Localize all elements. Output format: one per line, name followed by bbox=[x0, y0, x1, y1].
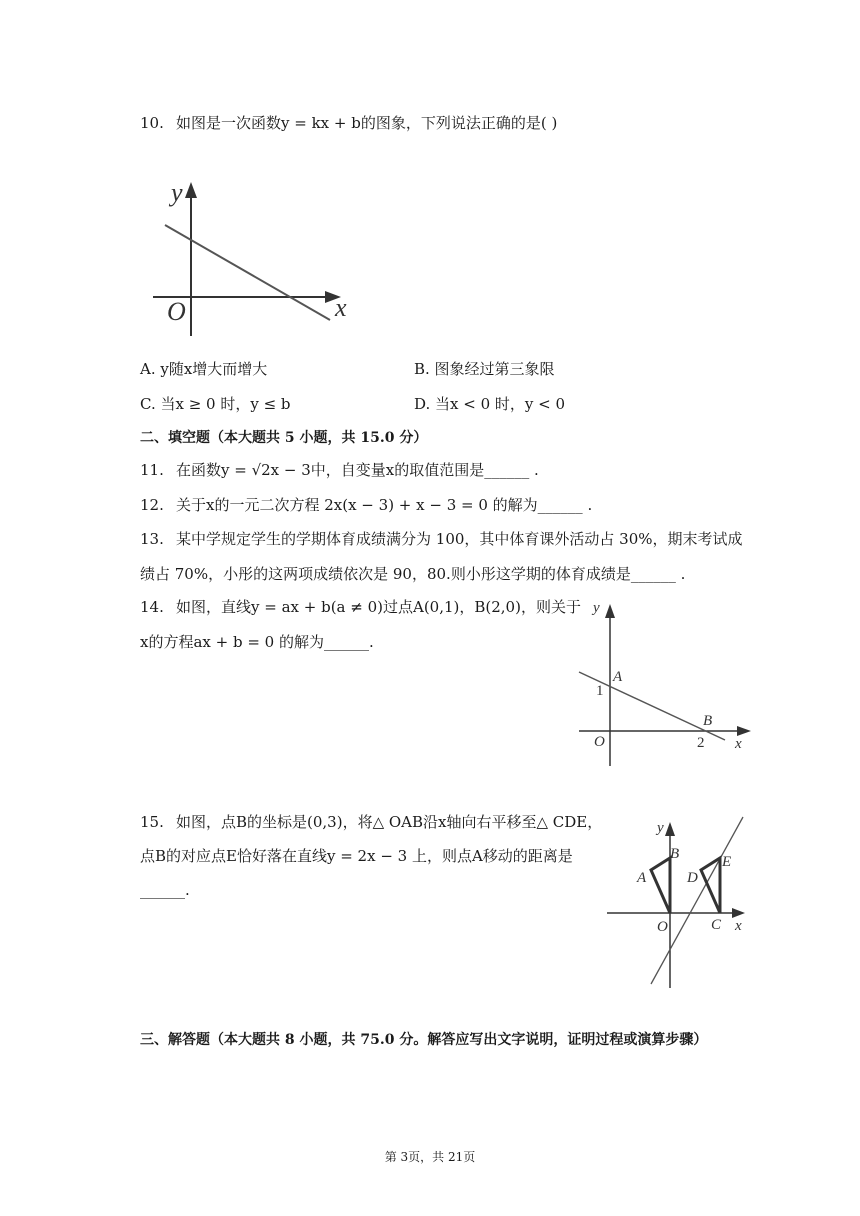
q12-number: 12. bbox=[140, 496, 164, 514]
q15-text-1: 如图，点B的坐标是(0,3)，将△ OAB沿x轴向右平移至△ CDE， bbox=[176, 813, 603, 831]
q15-point-o-label: O bbox=[657, 919, 668, 935]
q15-text-2: 点B的对应点E恰好落在直线y = 2x − 3 上，则点A移动的距离是 bbox=[140, 847, 573, 865]
q13-text-2: 绩占 70%，小彤的这两项成绩依次是 90，80.则小彤这学期的体育成绩是______ . bbox=[140, 565, 686, 583]
q15-y-arrow bbox=[665, 822, 675, 836]
q14-line1 bbox=[140, 596, 581, 618]
q15-point-a-label: A bbox=[637, 870, 647, 886]
q12 bbox=[140, 494, 592, 516]
q14-tick-2: 2 bbox=[697, 735, 705, 751]
q14-point-b-label: B bbox=[703, 713, 713, 729]
q10-y-arrow bbox=[185, 182, 197, 198]
q14-figure bbox=[573, 596, 763, 771]
q15-triangle-oab bbox=[651, 858, 670, 913]
q15-triangle-cde bbox=[701, 858, 720, 913]
q12-text: 关于x的一元二次方程 2x(x − 3) + x − 3 = 0 的解为______ . bbox=[176, 496, 593, 514]
q15-line1 bbox=[140, 811, 602, 833]
q10-option-a: A. y随x增大而增大 bbox=[140, 360, 268, 378]
q14-x-label: x bbox=[735, 736, 742, 752]
q14-text-1: 如图，直线y = ax + b(a ≠ 0)过点A(0,1)，B(2,0)，则关于 bbox=[176, 598, 581, 616]
q15-y-label: y bbox=[657, 820, 664, 836]
q15-x-label: x bbox=[735, 918, 742, 934]
q15-text-3: ______. bbox=[140, 881, 190, 899]
q10-text: 如图是一次函数y = kx + b的图象，下列说法正确的是( ) bbox=[176, 114, 558, 132]
q10-option-d: D. 当x < 0 时，y < 0 bbox=[414, 395, 566, 413]
q13-line1 bbox=[140, 528, 743, 550]
q14-point-a-label: A bbox=[613, 669, 623, 685]
q15-point-d-label: D bbox=[687, 870, 698, 886]
q15-figure bbox=[603, 812, 763, 992]
q11-text: 在函数y = √2x − 3中，自变量x的取值范围是______ . bbox=[176, 461, 539, 479]
q11-number: 11. bbox=[140, 461, 164, 479]
q14-tick-1: 1 bbox=[596, 683, 604, 699]
q15-point-c-label: C bbox=[711, 917, 722, 933]
q14-text-2: x的方程ax + b = 0 的解为______. bbox=[140, 633, 374, 651]
q14-y-label: y bbox=[593, 600, 600, 616]
q14-y-arrow bbox=[605, 604, 615, 618]
q10-graph-line bbox=[165, 225, 330, 320]
q14-number: 14. bbox=[140, 598, 164, 616]
q15-point-e-label: E bbox=[722, 854, 732, 870]
q10-x-label: x bbox=[335, 293, 347, 322]
q10-origin-label: O bbox=[167, 297, 186, 326]
q10-number: 10. bbox=[140, 114, 164, 132]
q10-figure bbox=[145, 178, 365, 343]
section3-title: 三、解答题（本大题共 8 小题，共 75.0 分。解答应写出文字说明，证明过程或演算步骤） bbox=[140, 1032, 708, 1048]
q13-number: 13. bbox=[140, 530, 164, 548]
q14-x-arrow bbox=[737, 726, 751, 736]
q10-option-c: C. 当x ≥ 0 时，y ≤ b bbox=[140, 395, 291, 413]
q10-y-label: y bbox=[171, 178, 183, 207]
q13-text-1: 某中学规定学生的学期体育成绩满分为 100，其中体育课外活动占 30%，期末考试成 bbox=[176, 530, 743, 548]
q10-option-b: B. 图象经过第三象限 bbox=[414, 360, 555, 378]
section2-title: 二、填空题（本大题共 5 小题，共 15.0 分） bbox=[140, 430, 428, 446]
q15-point-b-label: B bbox=[670, 846, 680, 862]
q10-stem bbox=[140, 112, 557, 134]
q15-x-arrow bbox=[732, 908, 745, 918]
q15-number: 15. bbox=[140, 813, 164, 831]
q14-origin-label: O bbox=[594, 734, 605, 750]
page-footer: 第 3页，共 21页 bbox=[384, 1150, 476, 1164]
q11 bbox=[140, 459, 539, 481]
